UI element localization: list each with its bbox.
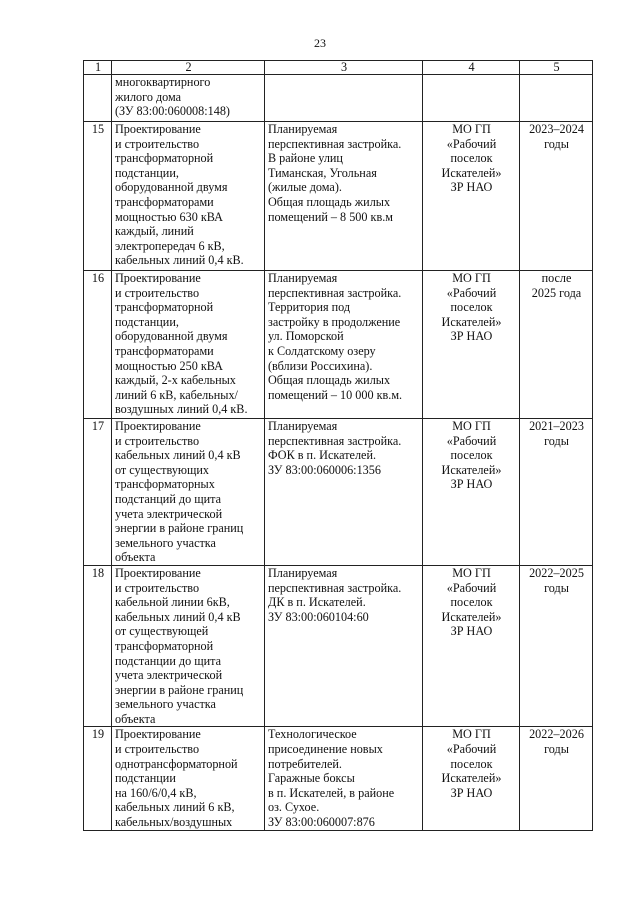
table-header-row — [84, 61, 593, 75]
table-row — [84, 75, 593, 122]
row-location: МО ГП «Рабочий поселок Искателей» ЗР НАО — [423, 271, 520, 419]
row-justification: Планируемая перспективная застройка. ФОК в п. Искателей. ЗУ 83:00:060006:1356 — [265, 419, 423, 566]
row-justification: Планируемая перспективная застройка. ДК в п. Искателей. ЗУ 83:00:060104:60 — [265, 565, 423, 727]
row-number: 16 — [84, 271, 112, 419]
row-location: МО ГП «Рабочий поселок Искателей» ЗР НАО — [423, 727, 520, 831]
row-location: МО ГП «Рабочий поселок Искателей» ЗР НАО — [423, 565, 520, 727]
row-period: 2022–2025 годы — [520, 565, 593, 727]
row-period — [520, 75, 593, 122]
row-description: Проектирование и строительство кабельных линий 0,4 кВ от существующих трансформаторных подстанций до щита учета электрической энергии в районе границ земельного участка объекта — [112, 419, 265, 566]
row-location: МО ГП «Рабочий поселок Искателей» ЗР НАО — [423, 122, 520, 271]
table-row — [84, 727, 593, 831]
row-justification: Планируемая перспективная застройка. В районе улиц Тиманская, Угольная (жилые дома). Общая площадь жилых помещений – 8 500 кв.м — [265, 122, 423, 271]
column-header-5: 5 — [520, 61, 593, 75]
row-number: 17 — [84, 419, 112, 566]
column-header-3: 3 — [265, 61, 423, 75]
column-header-4: 4 — [423, 61, 520, 75]
row-justification: Технологическое присоединение новых потребителей. Гаражные боксы в п. Искателей, в районе оз. Сухое. ЗУ 83:00:060007:876 — [265, 727, 423, 831]
table-row — [84, 419, 593, 566]
row-number: 19 — [84, 727, 112, 831]
row-number: 15 — [84, 122, 112, 271]
table-row — [84, 122, 593, 271]
row-justification — [265, 75, 423, 122]
row-description: Проектирование и строительство трансформаторной подстанции, оборудованной двумя трансформаторами мощностью 630 кВА каждый, линий электропередач 6 кВ, кабельных линий 0,4 кВ. — [112, 122, 265, 271]
column-header-2: 2 — [112, 61, 265, 75]
row-description: многоквартирного жилого дома (ЗУ 83:00:060008:148) — [112, 75, 265, 122]
row-description: Проектирование и строительство трансформаторной подстанции, оборудованной двумя трансформаторами мощностью 250 кВА каждый, 2-х кабельных линий 6 кВ, кабельных/ воздушных линий 0,4 кВ. — [112, 271, 265, 419]
page-number: 23 — [314, 36, 326, 50]
table-row — [84, 271, 593, 419]
table-row — [84, 565, 593, 727]
column-header-1: 1 — [84, 61, 112, 75]
row-number: 18 — [84, 565, 112, 727]
row-location — [423, 75, 520, 122]
document-table — [83, 60, 593, 831]
row-period: 2021–2023 годы — [520, 419, 593, 566]
row-description: Проектирование и строительство кабельной линии 6кВ, кабельных линий 0,4 кВ от существующей трансформаторной подстанции до щита учета электрической энергии в районе границ земельного участка объекта — [112, 565, 265, 727]
row-number — [84, 75, 112, 122]
row-description: Проектирование и строительство однотрансформаторной подстанции на 160/6/0,4 кВ, кабельных линий 6 кВ, кабельных/воздушных — [112, 727, 265, 831]
row-justification: Планируемая перспективная застройка. Территория под застройку в продолжение ул. Поморской к Солдатскому озеру (вблизи Россихина). Общая площадь жилых помещений – 10 000 кв.м. — [265, 271, 423, 419]
row-period: 2023–2024 годы — [520, 122, 593, 271]
row-period: 2022–2026 годы — [520, 727, 593, 831]
row-period: после 2025 года — [520, 271, 593, 419]
row-location: МО ГП «Рабочий поселок Искателей» ЗР НАО — [423, 419, 520, 566]
